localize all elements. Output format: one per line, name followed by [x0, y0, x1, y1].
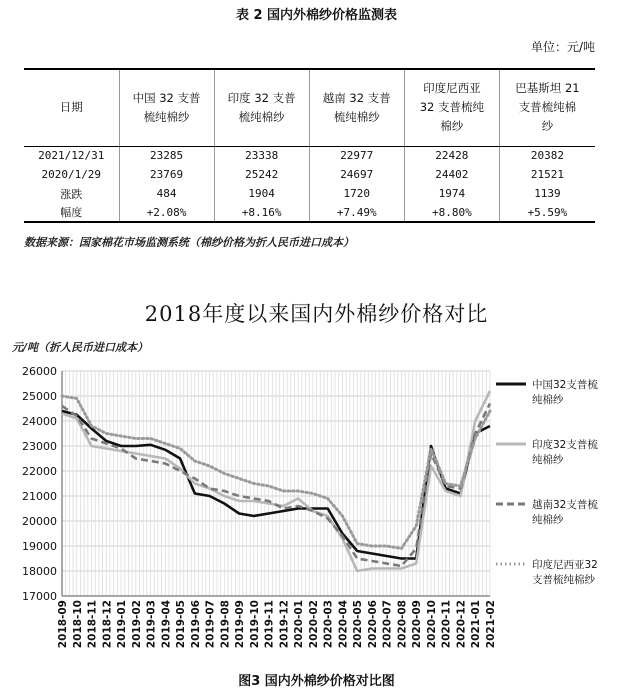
figure-caption: 图3 国内外棉纱价格对比图	[238, 674, 395, 689]
legend-label: 印度尼西亚32	[532, 559, 598, 571]
y-tick-label: 26000	[22, 365, 57, 378]
legend-label: 越南32支普梳	[532, 499, 598, 511]
y-tick-label: 21000	[22, 490, 57, 503]
source-note: 数据来源：国家棉花市场监测系统（棉纱价格为折人民币进口成本）	[24, 236, 354, 249]
table-cell: 21521	[499, 165, 595, 184]
table-cell: 1139	[499, 184, 595, 203]
header-pakistan: 巴基斯坦 21 支普梳纯棉 纱	[499, 69, 595, 146]
x-tick-label: 2019-02	[130, 600, 143, 649]
x-tick-label: 2019-10	[248, 600, 261, 649]
header-indonesia: 印度尼西亚 32 支普梳纯 棉纱	[404, 69, 499, 146]
x-tick-label: 2021-01	[470, 600, 483, 649]
x-tick-label: 2020-07	[381, 600, 394, 649]
table-cell: +8.16%	[214, 203, 309, 222]
unit-label: 单位：元/吨	[530, 40, 595, 54]
x-tick-label: 2020-08	[396, 600, 409, 649]
legend-label: 支普梳纯棉纱	[532, 574, 595, 586]
x-tick-label: 2019-12	[278, 600, 291, 649]
table-cell: 25242	[214, 165, 309, 184]
x-tick-label: 2020-02	[307, 600, 320, 649]
x-tick-label: 2019-06	[189, 600, 202, 649]
header-vietnam: 越南 32 支普 梳纯棉纱	[309, 69, 404, 146]
x-tick-label: 2020-03	[322, 600, 335, 649]
table-cell: 23285	[119, 146, 214, 165]
table-cell: +7.49%	[309, 203, 404, 222]
table-caption: 表 2 国内外棉纱价格监测表	[235, 8, 398, 23]
y-tick-label: 25000	[22, 390, 57, 403]
table-cell: 24402	[404, 165, 499, 184]
chart-legend	[496, 378, 598, 586]
table-cell: +8.80%	[404, 203, 499, 222]
x-tick-label: 2018-11	[86, 600, 99, 649]
header-china: 中国 32 支普 梳纯棉纱	[119, 69, 214, 146]
y-tick-label: 24000	[22, 415, 57, 428]
chart-title: 2018年度以来国内外棉纱价格对比	[144, 302, 489, 326]
y-tick-label: 18000	[22, 565, 57, 578]
table-cell: 20382	[499, 146, 595, 165]
x-tick-label: 2020-04	[337, 600, 350, 649]
table-cell: 2020/1/29	[41, 168, 102, 181]
x-tick-label: 2019-11	[263, 600, 276, 649]
y-tick-label: 23000	[22, 440, 57, 453]
y-tick-label: 22000	[22, 465, 57, 478]
table-cell: 22977	[309, 146, 404, 165]
x-tick-label: 2018-12	[101, 600, 114, 649]
x-tick-label: 2018-10	[71, 600, 84, 649]
table-cell: 2021/12/31	[38, 149, 105, 163]
table-cell: 涨跌	[60, 187, 83, 201]
x-tick-label: 2019-03	[145, 600, 158, 649]
x-tick-label: 2019-04	[160, 600, 173, 649]
x-tick-label: 2019-01	[116, 600, 129, 649]
x-tick-label: 2019-05	[175, 600, 188, 649]
legend-label: 中国32支普梳	[532, 379, 598, 391]
table-cell: 484	[119, 184, 214, 203]
y-tick-label: 20000	[22, 515, 57, 528]
table-cell: 1904	[214, 184, 309, 203]
x-tick-label: 2019-08	[219, 600, 232, 649]
x-tick-label: 2020-09	[411, 600, 424, 649]
x-tick-label: 2019-07	[204, 600, 217, 649]
legend-label: 纯棉纱	[532, 514, 564, 526]
x-tick-label: 2020-10	[425, 600, 438, 649]
x-tick-label: 2020-01	[293, 600, 306, 649]
table-cell: 1720	[309, 184, 404, 203]
header-india: 印度 32 支普 梳纯棉纱	[214, 69, 309, 146]
table-cell: +5.59%	[499, 203, 595, 222]
table-cell: 23338	[214, 146, 309, 165]
x-tick-label: 2020-11	[440, 600, 453, 649]
y-axis-title: 元/吨（折人民币进口成本）	[12, 341, 149, 354]
y-tick-label: 19000	[22, 540, 57, 553]
legend-label: 印度32支普梳	[532, 439, 598, 451]
header-date: 日期	[24, 69, 119, 146]
x-tick-label: 2020-05	[352, 600, 365, 649]
x-tick-label: 2020-06	[366, 600, 379, 649]
table-cell: 幅度	[24, 203, 119, 222]
legend-label: 纯棉纱	[532, 454, 564, 466]
legend-label: 纯棉纱	[532, 394, 564, 406]
table-cell: 22428	[404, 146, 499, 165]
table-cell: +2.08%	[119, 203, 214, 222]
x-tick-label: 2020-12	[455, 600, 468, 649]
table-cell: 23769	[119, 165, 214, 184]
y-tick-label: 17000	[22, 590, 57, 603]
x-tick-label: 2021-02	[485, 600, 497, 649]
x-tick-label: 2018-09	[57, 600, 69, 649]
x-tick-label: 2019-09	[234, 600, 247, 649]
table-cell: 1974	[404, 184, 499, 203]
table-cell: 24697	[309, 165, 404, 184]
